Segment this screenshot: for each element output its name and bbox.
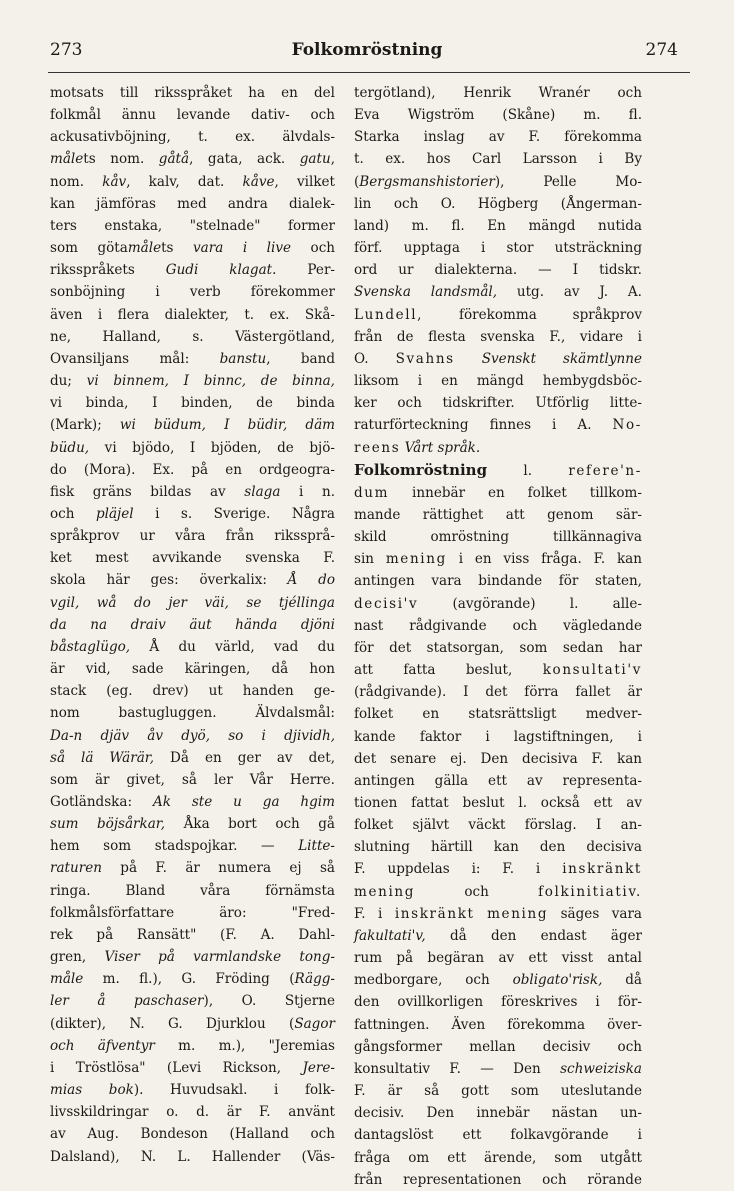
text-line: mening och folkinitiativ. bbox=[354, 883, 642, 900]
text-line: för det statsorgan, som sedan har bbox=[354, 639, 642, 656]
text-line: skola här ges: överkalix: Å do bbox=[50, 572, 335, 589]
text-line: do (Mora). Ex. på en ordgeogra- bbox=[50, 461, 335, 478]
text-line: språkprov ur våra från rikssprå- bbox=[50, 528, 335, 545]
text-line: fakultati'v, då den endast äger bbox=[354, 927, 642, 944]
text-line: måle m. fl.), G. Fröding (Rägg- bbox=[50, 971, 335, 988]
text-line: ket mest avvikande svenska F. bbox=[50, 550, 335, 567]
text-line: rek på Ransätt" (F. A. Dahl- bbox=[50, 926, 335, 943]
text-line: fattningen. Även förekomma över- bbox=[354, 1016, 642, 1033]
text-line: reens Vårt språk. bbox=[354, 439, 481, 456]
text-line: i Tröstlösa" (Levi Rickson, Jere- bbox=[50, 1059, 335, 1076]
text-line: nast rådgivande och vägledande bbox=[354, 617, 642, 634]
text-line: livsskildringar o. d. är F. använt bbox=[50, 1104, 335, 1121]
text-line: skild omröstning tillkännagiva bbox=[354, 529, 642, 546]
text-line: ackusativböjning, t. ex. älvdals- bbox=[50, 129, 335, 146]
text-line: hem som stadspojkar. — Litte- bbox=[50, 838, 335, 855]
text-line: (Bergsmanshistorier), Pelle Mo- bbox=[354, 173, 642, 190]
text-line: ne, Halland, s. Västergötland, bbox=[50, 328, 335, 345]
text-line: båstaglügo, Å du värld, vad du bbox=[50, 638, 335, 655]
text-line: folket självt väckt förslag. I an- bbox=[354, 817, 642, 834]
text-line: som är givet, så ler Vår Herre. bbox=[50, 771, 335, 788]
text-line: även i flera dialekter, t. ex. Skå- bbox=[50, 306, 335, 323]
text-line: F. uppdelas i: F. i inskränkt bbox=[354, 861, 642, 878]
text-line: tionen fattat beslut l. också ett av bbox=[354, 795, 642, 811]
text-line: det senare ej. Den decisiva F. kan bbox=[354, 750, 642, 767]
headword: Folkomröstning bbox=[354, 460, 488, 479]
text-line: gångsformer mellan decisiv och bbox=[354, 1038, 642, 1055]
text-line: och pläjel i s. Sverige. Några bbox=[50, 505, 335, 522]
text-line: Ovansiljans mål: banstu, band bbox=[50, 350, 335, 367]
text-line: sonböjning i verb förekommer bbox=[50, 284, 335, 301]
text-line: t. ex. hos Carl Larsson i By bbox=[354, 151, 642, 168]
text-line: (dikter), N. G. Djurklou (Sagor bbox=[50, 1015, 335, 1032]
text-line: decisi'v (avgörande) l. alle- bbox=[354, 595, 642, 612]
text-line: tergötland), Henrik Wranér och bbox=[354, 85, 642, 101]
text-line: konsultativ F. — Den schweiziska bbox=[354, 1060, 642, 1077]
text-line: nom bastugluggen. Älvdalsmål: bbox=[50, 705, 335, 722]
text-line: av Aug. Bondeson (Halland och bbox=[50, 1126, 335, 1143]
text-line: Dalsland), N. L. Hallender (Väs- bbox=[50, 1148, 335, 1165]
text-line: från de flesta svenska F., vidare i bbox=[354, 328, 642, 345]
page-header bbox=[0, 40, 734, 70]
text-line: Starka inslag av F. förekomma bbox=[354, 129, 642, 146]
text-line: rum på begäran av ett visst antal bbox=[354, 950, 642, 967]
text-line: (rådgivande). I det förra fallet är bbox=[354, 684, 642, 701]
text-line: Eva Wigström (Skåne) m. fl. bbox=[354, 107, 642, 124]
text-line: och äfventyr m. m.), "Jeremias bbox=[50, 1037, 335, 1054]
text-line: fisk gräns bildas av slaga i n. bbox=[50, 483, 335, 500]
text-line: att fatta beslut, konsultati'v bbox=[354, 662, 642, 679]
text-line: vgil, wå do jer väi, se tjéllinga bbox=[50, 594, 335, 611]
text-line: sin mening i en viss fråga. F. kan bbox=[354, 551, 642, 568]
text-line: ker och tidskrifter. Utförlig litte- bbox=[354, 395, 642, 412]
text-line: ringa. Bland våra förnämsta bbox=[50, 882, 335, 899]
text-line: folket en statsrättsligt medver- bbox=[354, 706, 642, 723]
text-line: motsats till riksspråket ha en del bbox=[50, 85, 335, 101]
text-line: riksspråkets Gudi klagat. Per- bbox=[50, 262, 335, 279]
text-line: nom. kåv, kalv, dat. kåve, vilket bbox=[50, 173, 336, 190]
text-line: Da-n djäv åv dyö, so i djividh, bbox=[50, 727, 335, 744]
text-line: (Mark); wi büdum, I büdir, däm bbox=[50, 417, 335, 434]
text-line: kan jämföras med andra dialek- bbox=[50, 195, 335, 212]
text-line: den ovillkorligen föreskrives i för- bbox=[354, 994, 642, 1011]
text-line: stack (eg. drev) ut handen ge- bbox=[50, 683, 335, 700]
text-line: Svenska landsmål, utg. av J. A. bbox=[354, 284, 642, 301]
text-line: F. är så gott som uteslutande bbox=[354, 1083, 642, 1100]
text-line: folkmål ännu levande dativ- och bbox=[50, 107, 335, 124]
text-line: O. Svahns Svenskt skämtlynne bbox=[354, 350, 642, 367]
right-column bbox=[354, 82, 642, 1191]
text-line: Gotländska: Ak ste u ga hgim bbox=[50, 794, 335, 810]
text-line: från representationen och rörande bbox=[354, 1171, 642, 1188]
page-number-right: 274 bbox=[645, 40, 678, 60]
text-line: raturförteckning finnes i A. No- bbox=[354, 417, 642, 434]
text-line: raturen på F. är numera ej så bbox=[50, 860, 335, 877]
text-line: du; vi binnem, I binnc, de binna, bbox=[50, 373, 335, 390]
text-line: kande faktor i lagstiftningen, i bbox=[354, 728, 642, 745]
text-line: gren, Viser på varmlandske tong- bbox=[50, 949, 335, 966]
running-title: Folkomröstning bbox=[291, 40, 443, 60]
text-line: medborgare, och obligato'risk, då bbox=[354, 972, 643, 989]
text-line: Lundell, förekomma språkprov bbox=[354, 306, 642, 323]
text-line: så lä Wärär, Då en ger av det, bbox=[50, 749, 336, 766]
text-line: som götamålets vara i live och bbox=[50, 240, 336, 257]
header-rule bbox=[48, 72, 690, 73]
text-line: da na draiv äut hända djöni bbox=[50, 616, 335, 633]
text-line: dum innebär en folket tillkom- bbox=[354, 484, 642, 501]
text-line: Folkomröstning l. refere'n- bbox=[354, 460, 642, 479]
text-line: ler å paschaser), O. Stjerne bbox=[50, 993, 335, 1010]
text-line: målets nom. gåtå, gata, ack. gatu, bbox=[50, 151, 335, 168]
text-line: lin och O. Högberg (Ångerman- bbox=[354, 195, 642, 212]
text-line: ord ur dialekterna. — I tidskr. bbox=[354, 262, 642, 279]
text-line: land) m. fl. En mängd nutida bbox=[354, 217, 642, 234]
text-line: förf. upptaga i stor utsträckning bbox=[354, 240, 642, 257]
text-line: ters enstaka, "stelnade" former bbox=[50, 217, 335, 234]
left-column bbox=[50, 82, 335, 1168]
text-line: sum böjsårkar, Åka bort och gå bbox=[50, 816, 335, 833]
text-line: folkmålsförfattare äro: "Fred- bbox=[50, 904, 335, 921]
text-line: vi binda, I binden, de binda bbox=[50, 395, 335, 412]
text-line: antingen gälla ett av representa- bbox=[354, 772, 642, 789]
text-line: mande rättighet att genom sär- bbox=[354, 506, 642, 523]
text-line: decisiv. Den innebär nästan un- bbox=[354, 1105, 642, 1122]
text-line: dantagslöst ett folkavgörande i bbox=[354, 1127, 642, 1144]
text-line: antingen vara bindande för staten, bbox=[354, 573, 642, 590]
text-line: är vid, sade käringen, då hon bbox=[50, 661, 335, 678]
text-line: büdu, vi bjödo, I bjöden, de bjö- bbox=[50, 439, 335, 456]
text-line: slutning härtill kan den decisiva bbox=[354, 839, 642, 856]
text-line: F. i inskränkt mening säges vara bbox=[354, 905, 642, 922]
text-line: fråga om ett ärende, som utgått bbox=[354, 1149, 642, 1166]
text-line: liksom i en mängd hembygdsböc- bbox=[354, 373, 642, 390]
text-line: mias bok). Huvudsakl. i folk- bbox=[50, 1082, 335, 1099]
page-number-left: 273 bbox=[50, 40, 83, 60]
